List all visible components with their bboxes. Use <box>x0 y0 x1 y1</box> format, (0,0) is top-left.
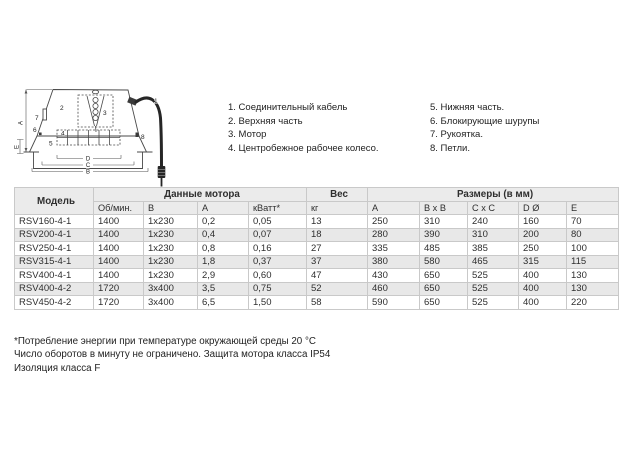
value-cell: 3x400 <box>144 282 198 296</box>
value-cell: 37 <box>307 255 368 269</box>
value-cell: 250 <box>368 215 420 229</box>
legend-item-6: 6. Блокирующие шурупы <box>430 115 540 127</box>
table-row <box>15 255 619 269</box>
value-cell: 1x230 <box>144 228 198 242</box>
legend-column-1 <box>228 101 379 155</box>
footnotes <box>14 335 330 375</box>
value-cell: 390 <box>420 228 468 242</box>
value-cell: 1400 <box>94 269 144 283</box>
value-cell: 220 <box>567 296 619 310</box>
value-cell: 315 <box>519 255 567 269</box>
legend-item-5: 5. Нижняя часть. <box>430 102 505 113</box>
column-header-model: Модель <box>15 188 94 215</box>
table-row <box>15 282 619 296</box>
value-cell: 130 <box>567 282 619 296</box>
part-label-5: 5 <box>49 140 53 148</box>
model-cell: RSV400-4-1 <box>15 269 94 283</box>
value-cell: 13 <box>307 215 368 229</box>
value-cell: 460 <box>368 282 420 296</box>
footnote-insulation: Изоляция класса F <box>14 362 101 374</box>
value-cell: 80 <box>567 228 619 242</box>
dim-label-a: A <box>18 120 25 126</box>
model-cell: RSV200-4-1 <box>15 228 94 242</box>
value-cell: 3,5 <box>198 282 249 296</box>
column-header-amps: А <box>198 201 249 215</box>
value-cell: 2,9 <box>198 269 249 283</box>
value-cell: 240 <box>468 215 519 229</box>
value-cell: 47 <box>307 269 368 283</box>
table-row <box>15 228 619 242</box>
dim-label-c: C <box>85 163 91 170</box>
value-cell: 1,8 <box>198 255 249 269</box>
group-header-weight: Вес <box>307 188 368 202</box>
dim-label-e: E <box>14 144 21 150</box>
dim-label-b: B <box>85 169 91 176</box>
fan-hinge <box>136 133 139 138</box>
value-cell: 27 <box>307 242 368 256</box>
value-cell: 580 <box>420 255 468 269</box>
motor-shaft-top <box>92 90 98 94</box>
value-cell: 525 <box>468 296 519 310</box>
value-cell: 400 <box>519 282 567 296</box>
value-cell: 310 <box>468 228 519 242</box>
model-cell: RSV160-4-1 <box>15 215 94 229</box>
value-cell: 0,37 <box>249 255 307 269</box>
value-cell: 160 <box>519 215 567 229</box>
value-cell: 0,05 <box>249 215 307 229</box>
value-cell: 465 <box>468 255 519 269</box>
legend-item-4: 4. Центробежное рабочее колесо. <box>228 142 379 154</box>
spec-table <box>14 187 619 310</box>
fan-skirt <box>30 136 147 152</box>
value-cell: 130 <box>567 269 619 283</box>
part-label-7: 7 <box>35 115 39 122</box>
value-cell: 1x230 <box>144 269 198 283</box>
value-cell: 280 <box>368 228 420 242</box>
column-header-dim-a: A <box>368 201 420 215</box>
model-cell: RSV315-4-1 <box>15 255 94 269</box>
group-header-dimensions: Размеры (в мм) <box>368 188 619 202</box>
value-cell: 385 <box>468 242 519 256</box>
fan-top-housing <box>37 90 139 137</box>
value-cell: 485 <box>420 242 468 256</box>
value-cell: 310 <box>420 215 468 229</box>
value-cell: 250 <box>519 242 567 256</box>
legend-column-2 <box>430 101 539 155</box>
value-cell: 650 <box>420 282 468 296</box>
value-cell: 1x230 <box>144 255 198 269</box>
value-cell: 650 <box>420 296 468 310</box>
value-cell: 0,60 <box>249 269 307 283</box>
value-cell: 400 <box>519 269 567 283</box>
fan-diagram-svg <box>8 70 223 195</box>
value-cell: 1720 <box>94 282 144 296</box>
value-cell: 18 <box>307 228 368 242</box>
value-cell: 0,8 <box>198 242 249 256</box>
part-label-4: 4 <box>61 130 65 138</box>
group-header-motor-data: Данные мотора <box>94 188 307 202</box>
table-row <box>15 269 619 283</box>
value-cell: 70 <box>567 215 619 229</box>
value-cell: 1400 <box>94 255 144 269</box>
value-cell: 52 <box>307 282 368 296</box>
value-cell: 0,75 <box>249 282 307 296</box>
value-cell: 1x230 <box>144 215 198 229</box>
value-cell: 115 <box>567 255 619 269</box>
value-cell: 335 <box>368 242 420 256</box>
value-cell: 400 <box>519 296 567 310</box>
value-cell: 430 <box>368 269 420 283</box>
legend-item-3: 3. Мотор <box>228 129 267 141</box>
value-cell: 1400 <box>94 215 144 229</box>
column-header-dim-bxb: B x B <box>420 201 468 215</box>
value-cell: 58 <box>307 296 368 310</box>
value-cell: 1400 <box>94 242 144 256</box>
part-label-3: 3 <box>103 110 107 117</box>
part-label-1: 1 <box>154 98 158 105</box>
part-label-8: 8 <box>141 134 145 141</box>
model-cell: RSV400-4-2 <box>15 282 94 296</box>
column-header-dim-e: E <box>567 201 619 215</box>
table-row <box>15 215 619 229</box>
column-header-dim-d: D Ø <box>519 201 567 215</box>
fan-diagram <box>8 70 223 195</box>
table-row <box>15 296 619 310</box>
fan-lock-screw <box>39 133 42 136</box>
value-cell: 200 <box>519 228 567 242</box>
column-header-volts: В <box>144 201 198 215</box>
value-cell: 0,4 <box>198 228 249 242</box>
value-cell: 0,07 <box>249 228 307 242</box>
footnote-power: *Потребление энергии при температуре окружающей среды 20 °C <box>14 336 316 347</box>
value-cell: 1400 <box>94 228 144 242</box>
dim-label-d: D <box>85 156 91 163</box>
column-header-kg: кг <box>307 201 368 215</box>
value-cell: 525 <box>468 269 519 283</box>
value-cell: 525 <box>468 282 519 296</box>
value-cell: 0,2 <box>198 215 249 229</box>
value-cell: 380 <box>368 255 420 269</box>
column-header-kwatt: кВатт* <box>249 201 307 215</box>
model-cell: RSV250-4-1 <box>15 242 94 256</box>
column-header-dim-cxc: C x C <box>468 201 519 215</box>
part-label-2: 2 <box>60 105 64 112</box>
value-cell: 100 <box>567 242 619 256</box>
legend-item-1: 1. Соединительный кабель <box>228 102 348 113</box>
fan-handle <box>43 109 47 120</box>
footnote-protection: Число оборотов в минуту не ограничено. Защита мотора класса IP54 <box>14 349 331 361</box>
value-cell: 650 <box>420 269 468 283</box>
model-cell: RSV450-4-2 <box>15 296 94 310</box>
table-row <box>15 242 619 256</box>
value-cell: 0,16 <box>249 242 307 256</box>
value-cell: 3x400 <box>144 296 198 310</box>
value-cell: 590 <box>368 296 420 310</box>
value-cell: 1x230 <box>144 242 198 256</box>
part-label-6: 6 <box>33 127 37 134</box>
legend-item-7: 7. Рукоятка. <box>430 129 483 141</box>
value-cell: 6,5 <box>198 296 249 310</box>
legend-item-2: 2. Верхняя часть <box>228 115 303 127</box>
group-header-row <box>15 188 619 202</box>
sub-header-row <box>15 201 619 215</box>
value-cell: 1720 <box>94 296 144 310</box>
value-cell: 1,50 <box>249 296 307 310</box>
legend-item-8: 8. Петли. <box>430 142 470 154</box>
column-header-rpm: Об/мин. <box>94 201 144 215</box>
